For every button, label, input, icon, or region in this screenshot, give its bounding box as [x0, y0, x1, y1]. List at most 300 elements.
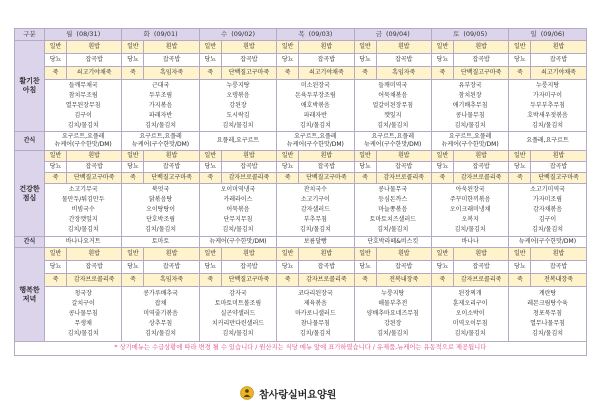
- dinner-sun-dishes: [509, 287, 586, 342]
- dinner-mon-dishes: [45, 287, 122, 342]
- menu-item: 잔치국수: [303, 186, 327, 193]
- menu-item: 소고기미역국: [530, 186, 565, 193]
- menu-item: 김치/물김치: [454, 226, 486, 233]
- lunch-mon-general-value: 흰밥: [67, 151, 122, 162]
- breakfast-sat-diabetic-label: 당뇨: [431, 54, 453, 67]
- lunch-mon-porridge-value: 단백질고구마죽: [67, 173, 122, 184]
- breakfast-wed-general-label: 일반: [199, 41, 221, 54]
- breakfast-thu-general-value: 흰밥: [299, 41, 354, 54]
- dinner-sun-diabetic-label: 당뇨: [509, 261, 531, 274]
- snack-item: 토마토: [151, 237, 170, 245]
- menu-item: 참치무조림: [68, 91, 98, 99]
- breakfast-sun-general-value: 흰밥: [531, 41, 586, 54]
- dinner-thu-diabetic-value: 잡곡밥: [299, 261, 354, 274]
- day-header-fri: [354, 29, 431, 41]
- snack-item: 단호박라떼&비스킷: [367, 237, 419, 245]
- snack-item: 요플레,요구르트: [216, 136, 260, 144]
- lunch-thu-porridge-label: 죽: [277, 173, 299, 184]
- lunch-fri-dishes: [354, 184, 431, 237]
- breakfast-tue-general-label: 일반: [122, 41, 144, 54]
- menu-item: 단무지무침: [223, 216, 253, 223]
- dinner-fri-general-label: 일반: [354, 248, 376, 261]
- lunch-sat-dishes: [431, 184, 508, 237]
- snack-item: 요구르트,요플레: [371, 132, 414, 140]
- breakfast-fri-general-label: 일반: [354, 41, 376, 54]
- menu-item: 김치/물김치: [299, 330, 331, 337]
- menu-item: 김치/물김치: [532, 330, 564, 337]
- menu-item: 들깨무채국: [68, 81, 98, 89]
- dinner-section-label: [15, 248, 45, 342]
- snack-2-sun-cell: [509, 237, 586, 248]
- lunch-wed-general-label: 일반: [199, 151, 221, 162]
- menu-item: 해물부추전: [378, 300, 408, 307]
- lunch-sun-porridge-label: 죽: [509, 173, 531, 184]
- snack-2-sat-cell: [431, 237, 508, 248]
- menu-item: 김치/물김치: [145, 121, 177, 129]
- lunch-wed-porridge-value: 감자브로콜리죽: [221, 173, 276, 184]
- breakfast-wed-diabetic-label: 당뇨: [199, 54, 221, 67]
- menu-item: 토마토미트볼조림: [214, 300, 262, 307]
- lunch-mon-general-label: 일반: [45, 151, 67, 162]
- menu-item: 김구이: [538, 216, 557, 223]
- menu-item: 마카로니샐러드: [295, 310, 336, 317]
- snack-item: 뉴케어(구수한맛/DM): [132, 141, 190, 148]
- dinner-mon-diabetic-label: 당뇨: [45, 261, 67, 274]
- snack-item: 요구르트,요플레: [139, 132, 182, 140]
- breakfast-fri-general-value: 흰밥: [376, 41, 431, 54]
- breakfast-thu-diabetic-label: 당뇨: [277, 54, 299, 67]
- breakfast-sat-porridge-label: 죽: [431, 67, 453, 80]
- menu-item: 근대국: [151, 81, 170, 89]
- menu-item: 어묵볶음: [226, 206, 250, 213]
- breakfast-sat-general-value: 흰밥: [453, 41, 508, 54]
- lunch-sun-dishes: [509, 184, 586, 237]
- menu-item: 김치/물김치: [299, 226, 331, 233]
- menu-item: 도시락김: [226, 111, 250, 119]
- menu-item: 돈육두부장조림: [295, 91, 336, 99]
- lunch-wed-diabetic-label: 당뇨: [199, 162, 221, 173]
- menu-item: 비빔국수: [71, 206, 95, 213]
- menu-item: 콩나물무침: [68, 310, 98, 317]
- lunch-wed-general-value: 흰밥: [221, 151, 276, 162]
- section-label-line: 점심: [22, 193, 37, 202]
- brand: [240, 386, 336, 400]
- lunch-tue-dishes: [122, 184, 199, 237]
- day-date: (09/06): [540, 30, 565, 39]
- dinner-fri-diabetic-value: 잡곡밥: [376, 261, 431, 274]
- section-label-line: 아침: [22, 86, 37, 94]
- breakfast-tue-dishes: [122, 80, 199, 132]
- day-header-wed: [199, 29, 276, 41]
- breakfast-sun-general-label: 일반: [509, 41, 531, 54]
- breakfast-wed-general-value: 흰밥: [221, 41, 276, 54]
- snack-item: 뉴케어(구수한맛/DM): [54, 141, 112, 148]
- lunch-fri-porridge-label: 죽: [354, 173, 376, 184]
- menu-item: 미역줄기볶음: [143, 310, 178, 317]
- menu-item: 파래자반: [148, 111, 173, 119]
- dinner-fri-diabetic-label: 당뇨: [354, 261, 376, 274]
- snack-item: 요구르트,요플레: [294, 132, 337, 140]
- brand-name: 참사랑실버요양원: [259, 389, 337, 401]
- menu-item: 김치/물김치: [67, 330, 99, 337]
- lunch-thu-dishes: [277, 184, 354, 237]
- breakfast-sun-porridge-label: 죽: [509, 67, 531, 80]
- day-date: (09/04): [385, 30, 410, 39]
- dinner-tue-general-value: 흰밥: [144, 248, 199, 261]
- menu-item: 김치/물김치: [222, 121, 254, 129]
- dinner-thu-dishes: [277, 287, 354, 342]
- day-header-thu: [277, 29, 354, 41]
- day-header-sun: [509, 29, 586, 41]
- menu-item: 카레라이스: [223, 196, 253, 203]
- lunch-fri-porridge-value: 감자브로콜리죽: [376, 173, 431, 184]
- breakfast-mon-general-label: 일반: [45, 41, 67, 54]
- day-date: (09/03): [308, 30, 333, 39]
- menu-item: 김치/물김치: [222, 226, 254, 233]
- dinner-sat-general-value: 흰밥: [453, 248, 508, 261]
- breakfast-sun-diabetic-value: 잡곡밥: [531, 54, 586, 67]
- menu-item: 코다리된장국: [297, 290, 333, 297]
- breakfast-fri-dishes: [354, 80, 431, 132]
- menu-item: 파래자반: [303, 111, 327, 119]
- dinner-tue-dishes: [122, 287, 199, 342]
- day-header-sat: [431, 29, 508, 41]
- dinner-thu-porridge-label: 죽: [277, 274, 299, 287]
- dinner-sun-porridge-label: 죽: [509, 274, 531, 287]
- menu-item: 간장깻잎지: [68, 216, 98, 223]
- menu-item: 오이크래미냉채: [449, 206, 491, 213]
- dinner-wed-diabetic-label: 당뇨: [199, 261, 221, 274]
- breakfast-sun-diabetic-label: 당뇨: [509, 54, 531, 67]
- header-label-cell: 구분: [15, 29, 45, 41]
- menu-item: 김치/물김치: [454, 121, 486, 129]
- menu-body: [15, 29, 587, 342]
- dinner-fri-porridge-value: 전복내장죽: [376, 274, 431, 287]
- day-name: 화: [143, 30, 150, 39]
- lunch-fri-diabetic-value: 잡곡밥: [376, 162, 431, 173]
- menu-item: 가지볶음: [148, 101, 173, 109]
- lunch-thu-porridge-value: 단백질고구마죽: [299, 173, 354, 184]
- lunch-tue-general-value: 흰밥: [144, 151, 199, 162]
- dinner-fri-porridge-label: 죽: [354, 274, 376, 287]
- dinner-sat-dishes: [431, 287, 508, 342]
- menu-item: 김치/물김치: [222, 330, 254, 337]
- menu-item: 소고기구이: [300, 196, 330, 203]
- breakfast-tue-diabetic-value: 잡곡밥: [144, 54, 199, 67]
- menu-item: 토마토치즈샐러드: [369, 216, 416, 223]
- menu-item: 콩나물무국: [378, 186, 408, 193]
- day-name: 토: [453, 30, 460, 39]
- snack-1-section-label: [15, 132, 45, 151]
- section-label-line: 간식: [23, 136, 36, 144]
- menu-item: 열무된장무침: [65, 101, 101, 109]
- lunch-fri-general-value: 흰밥: [376, 151, 431, 162]
- menu-item: 강된장: [229, 101, 247, 109]
- logo-icon: [240, 386, 254, 400]
- menu-item: 가자미조림: [533, 196, 563, 203]
- dinner-mon-porridge-value: 감자브로콜리죽: [67, 274, 122, 287]
- section-label-line: 간식: [23, 237, 36, 245]
- lunch-sun-general-label: 일반: [509, 151, 531, 162]
- menu-item: 김치/물김치: [145, 226, 177, 233]
- snack-2-mon-cell: [45, 237, 122, 248]
- lunch-sat-general-label: 일반: [431, 151, 453, 162]
- menu-item: 부추무침: [303, 216, 327, 223]
- section-label-line: 건강한: [19, 184, 40, 193]
- breakfast-fri-porridge-label: 죽: [354, 67, 376, 80]
- menu-item: 오이소박이: [455, 310, 485, 317]
- snack-item: 뉴케어(구수한맛/DM): [364, 141, 422, 148]
- snack-item: 뉴케어(구수한맛/DM): [519, 237, 577, 245]
- lunch-thu-general-label: 일반: [277, 151, 299, 162]
- menu-item: 누룽지탕: [535, 81, 560, 89]
- day-name: 목: [298, 30, 305, 39]
- snack-item: 요구르트,요플레: [61, 132, 105, 140]
- snack-1-wed-cell: [199, 132, 276, 151]
- menu-item: 단호박조림: [146, 216, 176, 223]
- day-date: (09/02): [231, 30, 256, 39]
- breakfast-tue-porridge-label: 죽: [122, 67, 144, 80]
- menu-item: 유부장국: [458, 81, 482, 89]
- breakfast-fri-porridge-value: 흑임자죽: [376, 67, 431, 80]
- menu-item: 오이미역냉국: [220, 186, 256, 193]
- breakfast-tue-general-value: 흰밥: [144, 41, 199, 54]
- breakfast-thu-dishes: [277, 80, 354, 132]
- lunch-tue-diabetic-value: 잡곡밥: [144, 162, 199, 173]
- dinner-thu-general-label: 일반: [277, 248, 299, 261]
- menu-item: 갈치구이: [71, 300, 95, 307]
- menu-note: * 상기메뉴는 수급상황에 따라 변경 될 수 있습니다 / 원산지는 식당 메뉴 앞에 표기하였습니다 / 유제품,뉴케어는 유동적으로 제공됩니다: [15, 342, 587, 356]
- dinner-sat-porridge-value: 감자브로콜리죽: [453, 274, 508, 287]
- dinner-sun-porridge-value: 전복내장죽: [531, 274, 586, 287]
- day-date: (09/01): [153, 30, 178, 39]
- menu-item: 오뎅볶음: [226, 91, 250, 99]
- menu-item: 청국장: [74, 290, 92, 297]
- lunch-tue-porridge-label: 죽: [122, 173, 144, 184]
- menu-item: 김치/물김치: [67, 226, 99, 233]
- menu-item: 양배추마요네즈무침: [366, 310, 419, 317]
- menu-item: 레몬크림탕수육: [527, 300, 568, 307]
- dinner-mon-general-label: 일반: [45, 248, 67, 261]
- lunch-mon-dishes: [45, 184, 122, 237]
- breakfast-wed-porridge-label: 죽: [199, 67, 221, 80]
- dinner-mon-porridge-label: 죽: [45, 274, 67, 287]
- lunch-mon-diabetic-value: 잡곡밥: [67, 162, 122, 173]
- breakfast-mon-porridge-label: 죽: [45, 67, 67, 80]
- dinner-tue-diabetic-label: 당뇨: [122, 261, 144, 274]
- breakfast-mon-dishes: [45, 80, 122, 132]
- breakfast-wed-dishes: [199, 80, 276, 132]
- breakfast-wed-porridge-value: 단백질고구마죽: [221, 67, 276, 80]
- lunch-sat-general-value: 흰밥: [453, 151, 508, 162]
- lunch-mon-diabetic-label: 당뇨: [45, 162, 67, 173]
- snack-2-fri-cell: [354, 237, 431, 248]
- day-name: 수: [220, 30, 228, 39]
- lunch-sun-general-value: 흰밥: [531, 151, 586, 162]
- menu-item: 청포묵무침: [533, 310, 563, 317]
- snack-1-tue-cell: [122, 132, 199, 151]
- day-name: 월: [66, 30, 73, 39]
- menu-item: 물만두/튀김만두: [61, 196, 105, 203]
- menu-item: 들깨미역국: [378, 81, 408, 89]
- breakfast-thu-porridge-value: 쇠고기야채죽: [299, 67, 354, 80]
- dinner-wed-porridge-value: 단백질고구마죽: [221, 274, 276, 287]
- lunch-tue-general-label: 일반: [122, 151, 144, 162]
- section-label-line: 행복한: [19, 285, 40, 294]
- breakfast-sat-general-label: 일반: [431, 41, 453, 54]
- menu-item: 두부조림: [148, 91, 173, 99]
- menu-item: 참나물무침: [300, 320, 330, 327]
- menu-item: 훈제오리구이: [452, 300, 488, 307]
- menu-item: 감자채볶음: [533, 206, 563, 213]
- menu-item: 누룽지탕: [226, 81, 250, 89]
- dinner-sun-general-label: 일반: [509, 248, 531, 261]
- dinner-thu-general-value: 흰밥: [299, 248, 354, 261]
- lunch-sun-porridge-value: 단백질고구마죽: [531, 173, 586, 184]
- menu-item: 김치/물김치: [145, 330, 177, 337]
- snack-item: 뉴케어(구수한맛/DM): [441, 141, 499, 148]
- menu-item: 치커리만다린샐러드: [211, 320, 265, 327]
- menu-item: 오이탕탕이: [146, 206, 176, 213]
- lunch-sun-diabetic-label: 당뇨: [509, 162, 531, 173]
- snack-1-mon-cell: [45, 132, 122, 151]
- snack-2-tue-cell: [122, 237, 199, 248]
- dinner-wed-porridge-label: 죽: [199, 274, 221, 287]
- breakfast-fri-diabetic-value: 잡곡밥: [376, 54, 431, 67]
- snack-1-fri-cell: [354, 132, 431, 151]
- menu-item: 호박새우젓볶음: [527, 111, 568, 119]
- menu-item: 미소된장국: [300, 81, 330, 89]
- menu-item: 김치/물김치: [67, 121, 99, 129]
- menu-item: 열무나물무침: [530, 320, 565, 327]
- snack-item: 요구르트,요플레: [448, 132, 492, 140]
- breakfast-tue-porridge-value: 흑임자죽: [144, 67, 199, 80]
- menu-item: 콩가루배추국: [143, 290, 178, 297]
- menu-item: 얼갈이된장무침: [372, 101, 414, 109]
- lunch-sat-porridge-label: 죽: [431, 173, 453, 184]
- breakfast-mon-general-value: 흰밥: [67, 41, 122, 54]
- snack-item: 뉴케어(구수한맛/DM): [286, 141, 344, 148]
- lunch-thu-diabetic-value: 잡곡밥: [299, 162, 354, 173]
- menu-item: 참치된장: [458, 91, 482, 99]
- lunch-thu-diabetic-label: 당뇨: [277, 162, 299, 173]
- dinner-sat-diabetic-value: 잡곡밥: [453, 261, 508, 274]
- menu-item: 김치/물김치: [377, 330, 409, 337]
- menu-item: 감자국: [229, 290, 247, 297]
- menu-item: 깻잎지: [384, 111, 402, 119]
- menu-item: 강된장: [384, 320, 402, 327]
- lunch-wed-porridge-label: 죽: [199, 173, 221, 184]
- menu-item: 제육볶음: [303, 300, 327, 307]
- menu-item: 무생채: [74, 320, 92, 327]
- lunch-tue-porridge-value: 단백질고구마죽: [144, 173, 199, 184]
- breakfast-tue-diabetic-label: 당뇨: [122, 54, 144, 67]
- menu-item: 김치/물김치: [454, 330, 486, 337]
- snack-item: 바나나요거트: [65, 237, 101, 245]
- menu-item: 가자미구이: [533, 91, 563, 99]
- menu-item: 콩나물무침: [455, 111, 485, 119]
- menu-item: 된장찌개: [458, 290, 482, 297]
- lunch-section-label: [15, 151, 45, 237]
- dinner-sat-porridge-label: 죽: [431, 274, 453, 287]
- lunch-sat-diabetic-value: 잡곡밥: [453, 162, 508, 173]
- menu-item: 주꾸미한끼볶음: [449, 196, 491, 203]
- menu-item: 소고기무국: [68, 186, 98, 193]
- lunch-mon-porridge-label: 죽: [45, 173, 67, 184]
- snack-item: 보름달빵: [303, 237, 327, 245]
- lunch-fri-diabetic-label: 당뇨: [354, 162, 376, 173]
- menu-item: 누룽지탕: [381, 290, 405, 297]
- dinner-sun-diabetic-value: 잡곡밥: [531, 261, 586, 274]
- section-label-line: 활기찬: [19, 77, 40, 85]
- menu-item: 김치/물김치: [377, 226, 409, 233]
- breakfast-sat-diabetic-value: 잡곡밥: [453, 54, 508, 67]
- lunch-tue-diabetic-label: 당뇨: [122, 162, 144, 173]
- menu-item: 김치/물김치: [532, 121, 564, 129]
- breakfast-fri-diabetic-label: 당뇨: [354, 54, 376, 67]
- dinner-mon-diabetic-value: 잡곡밥: [67, 261, 122, 274]
- breakfast-sun-porridge-value: 쇠고기야채죽: [531, 67, 586, 80]
- menu-item: 어묵채볶음: [378, 91, 408, 99]
- menu-item: 감자샐러드: [300, 206, 330, 213]
- menu-item: 마늘쫑볶음: [378, 206, 408, 213]
- snack-item: 요플레,요구르트: [526, 136, 569, 144]
- dinner-tue-porridge-label: 죽: [122, 274, 144, 287]
- dinner-thu-porridge-value: 감자브로콜리죽: [299, 274, 354, 287]
- snack-1-sat-cell: [431, 132, 508, 151]
- menu-item: 오복지: [461, 216, 479, 223]
- dinner-fri-dishes: [354, 287, 431, 342]
- weekly-menu-table: [14, 28, 587, 356]
- lunch-thu-general-value: 흰밥: [299, 151, 354, 162]
- snack-item: 바나나: [461, 237, 479, 245]
- day-name: 금: [375, 30, 382, 39]
- dinner-thu-diabetic-label: 당뇨: [277, 261, 299, 274]
- lunch-fri-general-label: 일반: [354, 151, 376, 162]
- dinner-fri-general-value: 흰밥: [376, 248, 431, 261]
- menu-item: 잡채: [154, 300, 167, 307]
- menu-item: 실곤약샐러드: [220, 310, 256, 317]
- dinner-tue-diabetic-value: 잡곡밥: [144, 261, 199, 274]
- dinner-sat-diabetic-label: 당뇨: [431, 261, 453, 274]
- menu-item: 등심돈까스: [378, 196, 408, 203]
- breakfast-mon-diabetic-label: 당뇨: [45, 54, 67, 67]
- lunch-wed-diabetic-value: 잡곡밥: [221, 162, 276, 173]
- section-label-line: 저녁: [22, 294, 37, 303]
- menu-item: 미역오이무침: [452, 320, 488, 327]
- lunch-sun-diabetic-value: 잡곡밥: [531, 162, 586, 173]
- snack-2-section-label: [15, 237, 45, 248]
- menu-item: 상추무침: [148, 320, 173, 327]
- day-header-mon: [45, 29, 122, 41]
- lunch-sat-diabetic-label: 당뇨: [431, 162, 453, 173]
- dinner-sat-general-label: 일반: [431, 248, 453, 261]
- breakfast-mon-porridge-value: 쇠고기야채죽: [67, 67, 122, 80]
- dinner-mon-general-value: 흰밥: [67, 248, 122, 261]
- breakfast-wed-diabetic-value: 잡곡밥: [221, 54, 276, 67]
- snack-item: 뉴케어(구수한맛/DM): [209, 237, 267, 245]
- lunch-wed-dishes: [199, 184, 276, 237]
- menu-item: 북엇국: [151, 186, 170, 193]
- menu-item: 김치/물김치: [532, 226, 564, 233]
- breakfast-thu-porridge-label: 죽: [277, 67, 299, 80]
- dinner-wed-diabetic-value: 잡곡밥: [221, 261, 276, 274]
- snack-2-thu-cell: [277, 237, 354, 248]
- snack-1-thu-cell: [277, 132, 354, 151]
- breakfast-sun-dishes: [509, 80, 586, 132]
- menu-item: 김치/물김치: [377, 121, 409, 129]
- lunch-sat-porridge-value: 감자브로콜리죽: [453, 173, 508, 184]
